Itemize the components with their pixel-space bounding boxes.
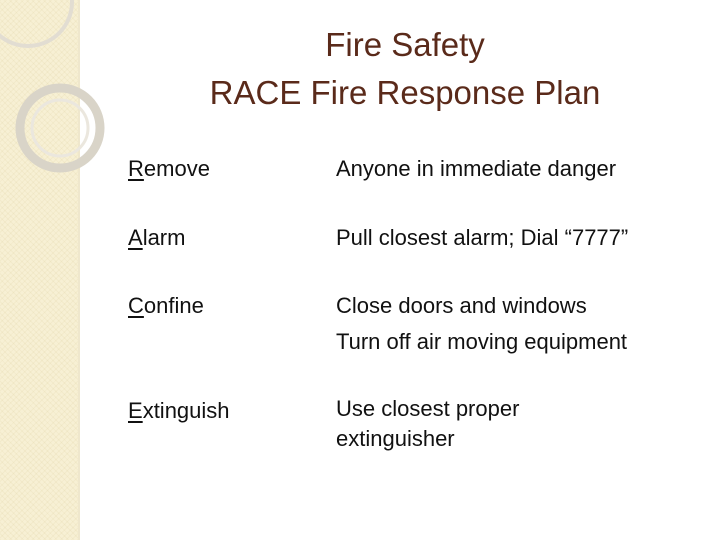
race-term-rest: xtinguish — [142, 398, 230, 423]
race-term-rest: larm — [142, 225, 186, 250]
race-description-line: Use closest proper — [336, 396, 520, 421]
race-description-confine — [336, 289, 696, 358]
slide-title-line-1: Fire Safety — [325, 26, 485, 63]
race-description-line: extinguisher — [336, 426, 455, 451]
race-description-remove — [336, 152, 696, 185]
race-description-line: Close doors and windows — [336, 293, 587, 318]
race-description-line: Anyone in immediate danger — [336, 156, 617, 181]
race-term-initial: A — [128, 225, 143, 250]
race-term-initial: C — [128, 293, 144, 318]
race-description-alarm — [336, 221, 696, 254]
race-description-extinguish — [336, 394, 696, 454]
race-term-remove — [128, 152, 210, 185]
race-description-line: Pull closest alarm; Dial “7777” — [336, 225, 629, 250]
race-term-rest: onfine — [143, 293, 204, 318]
race-term-alarm — [128, 221, 185, 254]
race-term-initial: E — [128, 398, 143, 423]
slide-title-line-2: RACE Fire Response Plan — [209, 74, 601, 111]
race-term-confine — [128, 289, 204, 322]
race-term-extinguish — [128, 394, 230, 427]
race-term-rest: emove — [143, 156, 210, 181]
race-term-initial: R — [128, 156, 144, 181]
race-description-line: Turn off air moving equipment — [336, 329, 628, 354]
